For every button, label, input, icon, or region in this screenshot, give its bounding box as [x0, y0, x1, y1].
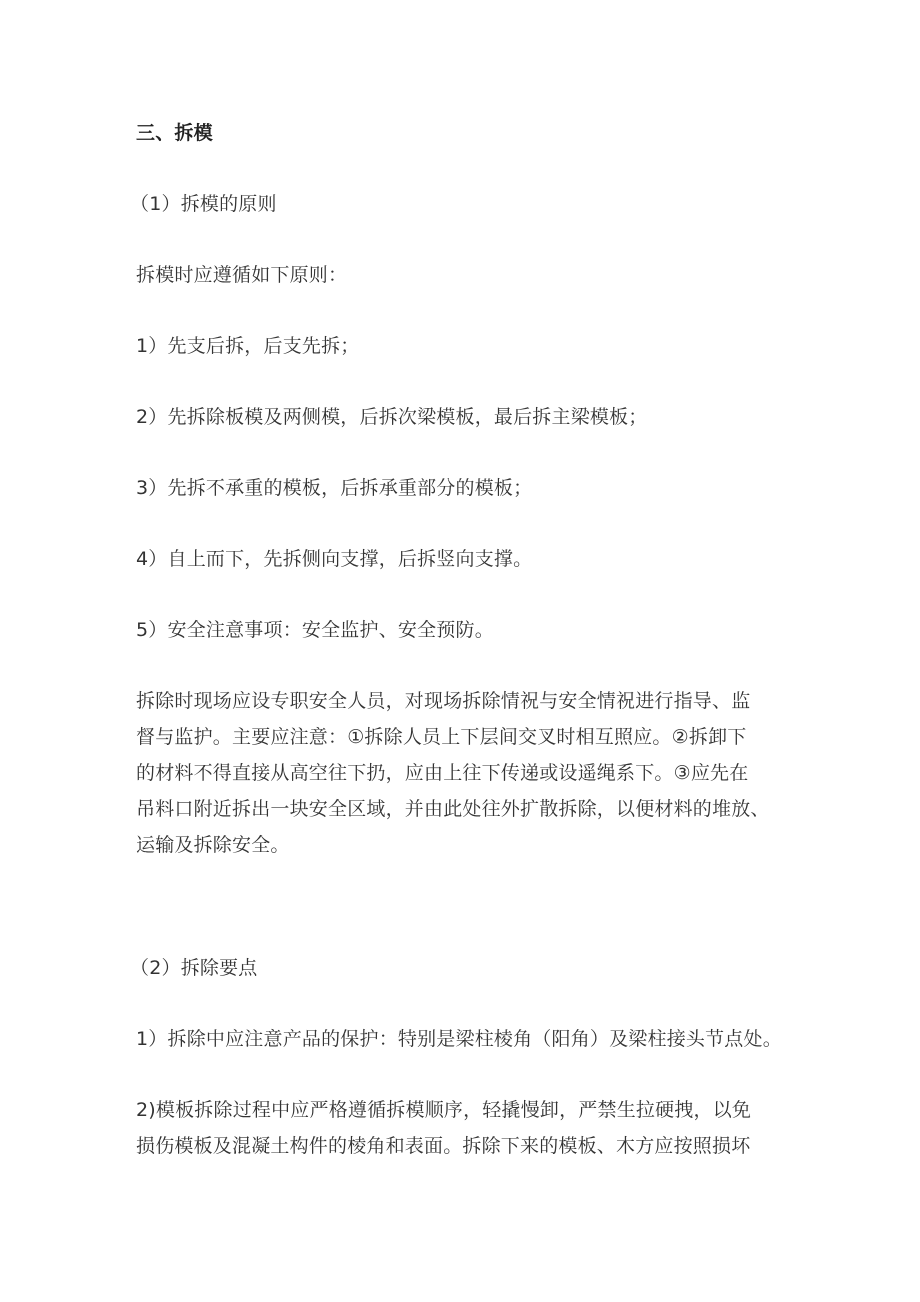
paragraph-line: 损伤模板及混凝土构件的棱角和表面。拆除下来的模板、木方应按照损坏 [136, 1135, 751, 1157]
section-heading: 三、拆模 [136, 122, 213, 144]
rule-item: 2）先拆除板模及两侧模，后拆次梁模板，最后拆主梁模板； [136, 406, 648, 428]
section1-title: （1）拆模的原则 [130, 193, 277, 215]
paragraph-line: 吊料口附近拆出一块安全区域，并由此处往外扩散拆除，以便材料的堆放、 [136, 798, 770, 820]
paragraph-line: 2)模板拆除过程中应严格遵循拆模顺序，轻撬慢卸，严禁生拉硬拽，以免 [136, 1099, 752, 1121]
section2-title: （2）拆除要点 [130, 957, 258, 979]
intro-text: 拆模时应遵循如下原则： [136, 264, 348, 286]
point2-paragraph [136, 1092, 816, 1164]
paragraph-line: 的材料不得直接从高空往下扔，应由上往下传递或设遥绳系下。③应先在 [136, 762, 749, 784]
point-item: 1）拆除中应注意产品的保护：特别是梁柱棱角（阳角）及梁柱接头节点处。 [136, 1028, 782, 1050]
paragraph-line: 拆除时现场应设专职安全人员，对现场拆除情祝与安全情祝进行指导、监 [136, 690, 751, 712]
rule-item: 4）自上而下，先拆侧向支撑，后拆竖向支撑。 [136, 548, 533, 570]
rule-item: 3）先拆不承重的模板，后拆承重部分的模板； [136, 477, 533, 499]
paragraph-line: 运输及拆除安全。 [136, 834, 290, 856]
paragraph-line: 督与监护。主要应注意：①拆除人员上下层间交叉时相互照应。②拆卸下 [136, 726, 747, 748]
rule-item: 5）安全注意事项：安全监护、安全预防。 [136, 619, 494, 641]
safety-paragraph [136, 683, 816, 863]
rule-item: 1）先支后拆，后支先拆； [136, 335, 360, 357]
